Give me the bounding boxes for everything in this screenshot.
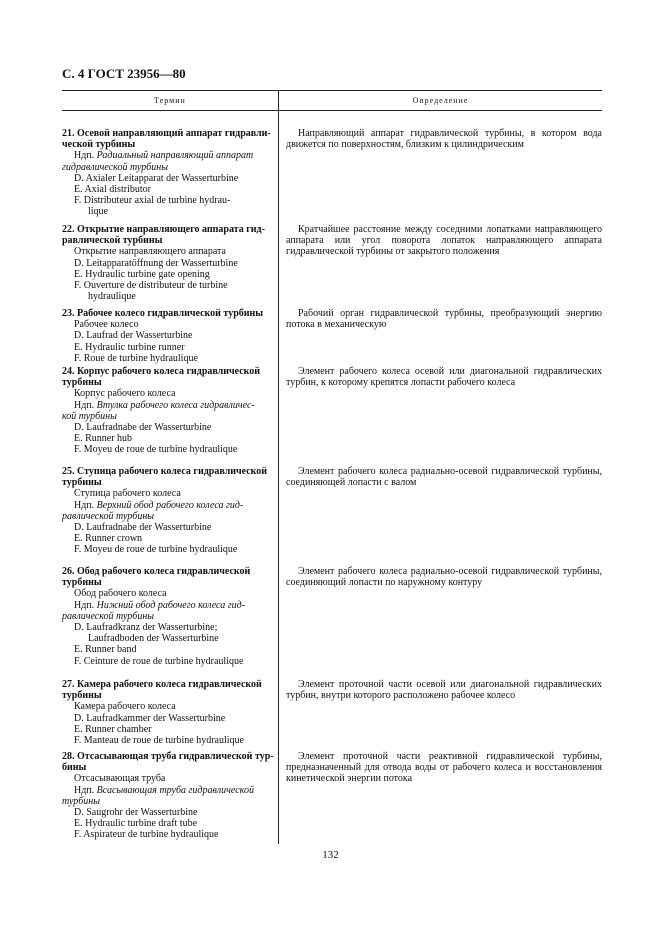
term-cell <box>62 679 278 746</box>
deprecated-term-continued <box>62 162 275 173</box>
term-line: F. Moyeu de roue de turbine hydraulique <box>74 444 238 456</box>
term-title: турбины <box>62 477 102 489</box>
deprecated-term: равлической турбины <box>62 510 155 522</box>
term-title: 24. Корпус рабочего колеса гидравлической <box>62 366 261 377</box>
deprecated-term: Втулка рабочего колеса гидравличес- <box>96 399 255 411</box>
term-line: E. Hydraulic turbine draft tube <box>74 818 198 830</box>
terms-table <box>62 90 602 841</box>
term-line: hydraulique <box>88 291 136 303</box>
term-line: D. Laufrad der Wasserturbine <box>74 330 193 342</box>
deprecated-term: Радиальный направляющий аппарат <box>96 150 254 162</box>
term-line: E. Runner hub <box>74 433 133 445</box>
definition-text: Элемент рабочего колеса радиально-осевой гидравлической турбины, соединяющей лопасти с валом <box>286 466 602 489</box>
term-line: Камера рабочего колеса <box>74 701 176 713</box>
term-line: Laufradboden der Wasserturbine <box>88 633 219 645</box>
table-row <box>62 466 602 556</box>
term-title: 28. Отсасывающая труба гидравлической тур- <box>62 751 274 762</box>
deprecated-term: турбины <box>62 795 101 807</box>
term-line: Ступица рабочего колеса <box>74 488 181 500</box>
term-line: F. Distributeur axial de turbine hydrau- <box>74 195 231 207</box>
term-title: 26. Обод рабочего колеса гидравлической <box>62 566 251 577</box>
page-header: С. 4 ГОСТ 23956—80 <box>62 66 186 81</box>
deprecated-prefix: Ндп. <box>74 599 97 611</box>
deprecated-synonym <box>62 785 275 796</box>
term-line: F. Manteau de roue de turbine hydraulique <box>74 735 244 747</box>
deprecated-term-continued <box>62 411 275 422</box>
definition-text: Элемент проточной части осевой или диагональной гидравлических турбин, внутри которого расположено рабочее колесо <box>286 679 602 702</box>
term-line: D. Laufradnabe der Wasserturbine <box>74 422 212 434</box>
term-line: F. Ceinture de roue de turbine hydraulique <box>74 655 244 667</box>
term-line: E. Hydraulic turbine runner <box>74 341 185 353</box>
definition-cell <box>278 366 602 456</box>
term-title: ческой турбины <box>62 139 136 151</box>
deprecated-prefix: Ндп. <box>74 399 97 411</box>
definition-text: Элемент проточной части реактивной гидравлической турбины, предназначенный для отвода воды от рабочего колеса и восстановления кинетической энергии потока <box>286 751 602 785</box>
term-cell <box>62 308 278 364</box>
term-line: E. Runner crown <box>74 533 143 545</box>
table-row <box>62 679 602 746</box>
term-line: F. Roue de turbine hydraulique <box>74 352 198 364</box>
term-line: E. Axial distributor <box>74 184 151 196</box>
term-line: E. Runner band <box>74 644 137 656</box>
term-title: бины <box>62 762 87 774</box>
table-row <box>62 366 602 456</box>
term-line: Открытие направляющего аппарата <box>74 246 226 258</box>
term-line: D. Leitapparatöffnung der Wasserturbine <box>74 257 238 269</box>
deprecated-synonym <box>62 600 275 611</box>
definition-text: Рабочий орган гидравлической турбины, преобразующий энергию потока в механическую <box>286 308 602 331</box>
column-header-term: Термин <box>62 91 279 110</box>
term-title: 25. Ступица рабочего колеса гидравлической <box>62 466 268 477</box>
term-line: E. Hydraulic turbine gate opening <box>74 268 210 280</box>
table-row <box>62 751 602 841</box>
deprecated-term: равлической турбины <box>62 610 155 622</box>
table-row <box>62 566 602 667</box>
deprecated-synonym <box>62 500 275 511</box>
definition-text: Элемент рабочего колеса осевой или диагональной гидравлических турбин, к которому крепятся лопасти рабочего колеса <box>286 366 602 389</box>
term-line: E. Runner chamber <box>74 723 152 735</box>
term-cell <box>62 751 278 841</box>
deprecated-term: Нижний обод рабочего колеса гид- <box>96 599 246 611</box>
term-title: турбины <box>62 377 102 389</box>
term-title: 22. Открытие направляющего аппарата гид- <box>62 224 265 235</box>
column-header-definition: Определение <box>412 96 469 105</box>
deprecated-prefix: Ндп. <box>74 499 97 511</box>
definition-cell <box>278 466 602 556</box>
definition-cell <box>278 224 602 302</box>
deprecated-term: гидравлической турбины <box>62 161 169 173</box>
table-row <box>62 224 602 302</box>
term-cell <box>62 366 278 456</box>
term-line: F. Ouverture de distributeur de turbine <box>74 280 228 292</box>
term-cell <box>62 224 278 302</box>
term-line: F. Aspirateur de turbine hydraulique <box>74 829 219 841</box>
definition-cell <box>278 679 602 746</box>
term-cell <box>62 566 278 667</box>
term-line: D. Laufradnabe der Wasserturbine <box>74 522 212 534</box>
term-line: D. Laufradkranz der Wasserturbine; <box>74 622 218 634</box>
term-line: F. Moyeu de roue de turbine hydraulique <box>74 544 238 556</box>
deprecated-term-continued <box>62 611 275 622</box>
term-title: равлической турбины <box>62 235 163 247</box>
table-row <box>62 308 602 364</box>
definition-text: Кратчайшее расстояние между соседними лопатками направляющего аппарата или угол поворота лопаток направляющего аппарата гидравлической турбины от закрытого положения <box>286 224 602 258</box>
definition-text: Элемент рабочего колеса радиально-осевой гидравлической турбины, соединяющий лопасти по наружному контуру <box>286 566 602 589</box>
deprecated-term-continued <box>62 511 275 522</box>
deprecated-term: Всасывающая труба гидравлической <box>96 784 254 796</box>
term-line: Обод рабочего колеса <box>74 588 167 600</box>
definition-cell <box>278 566 602 667</box>
term-line: Отсасывающая труба <box>74 773 166 785</box>
term-line: D. Laufradkammer der Wasserturbine <box>74 712 226 724</box>
definition-cell <box>278 128 602 218</box>
deprecated-prefix: Ндп. <box>74 150 97 162</box>
page-number: 132 <box>322 849 339 861</box>
term-line: D. Saugrohr der Wasserturbine <box>74 807 198 819</box>
deprecated-synonym <box>62 150 275 161</box>
term-title: 23. Рабочее колесо гидравлической турбины <box>62 308 264 319</box>
term-line: Рабочее колесо <box>74 319 139 331</box>
deprecated-synonym <box>62 400 275 411</box>
deprecated-term-continued <box>62 796 275 807</box>
deprecated-prefix: Ндп. <box>74 784 97 796</box>
term-line: D. Axialer Leitapparat der Wasserturbine <box>74 172 239 184</box>
term-line: lique <box>88 206 108 218</box>
table-row <box>62 128 602 218</box>
term-title: 27. Камера рабочего колеса гидравлической <box>62 679 262 690</box>
term-title: 21. Осевой направляющий аппарат гидравли- <box>62 128 271 139</box>
definition-cell <box>278 751 602 841</box>
term-line: Корпус рабочего колеса <box>74 388 176 400</box>
term-title: турбины <box>62 690 102 702</box>
term-cell <box>62 466 278 556</box>
deprecated-term: кой турбины <box>62 410 117 422</box>
table-header <box>62 90 602 111</box>
term-cell <box>62 128 278 218</box>
definition-text: Направляющий аппарат гидравлической турбины, в котором вода движется по поверхностям, близким к цилиндрическим <box>286 128 602 151</box>
definition-cell <box>278 308 602 364</box>
term-title: турбины <box>62 577 102 589</box>
deprecated-term: Верхний обод рабочего колеса гид- <box>96 499 244 511</box>
